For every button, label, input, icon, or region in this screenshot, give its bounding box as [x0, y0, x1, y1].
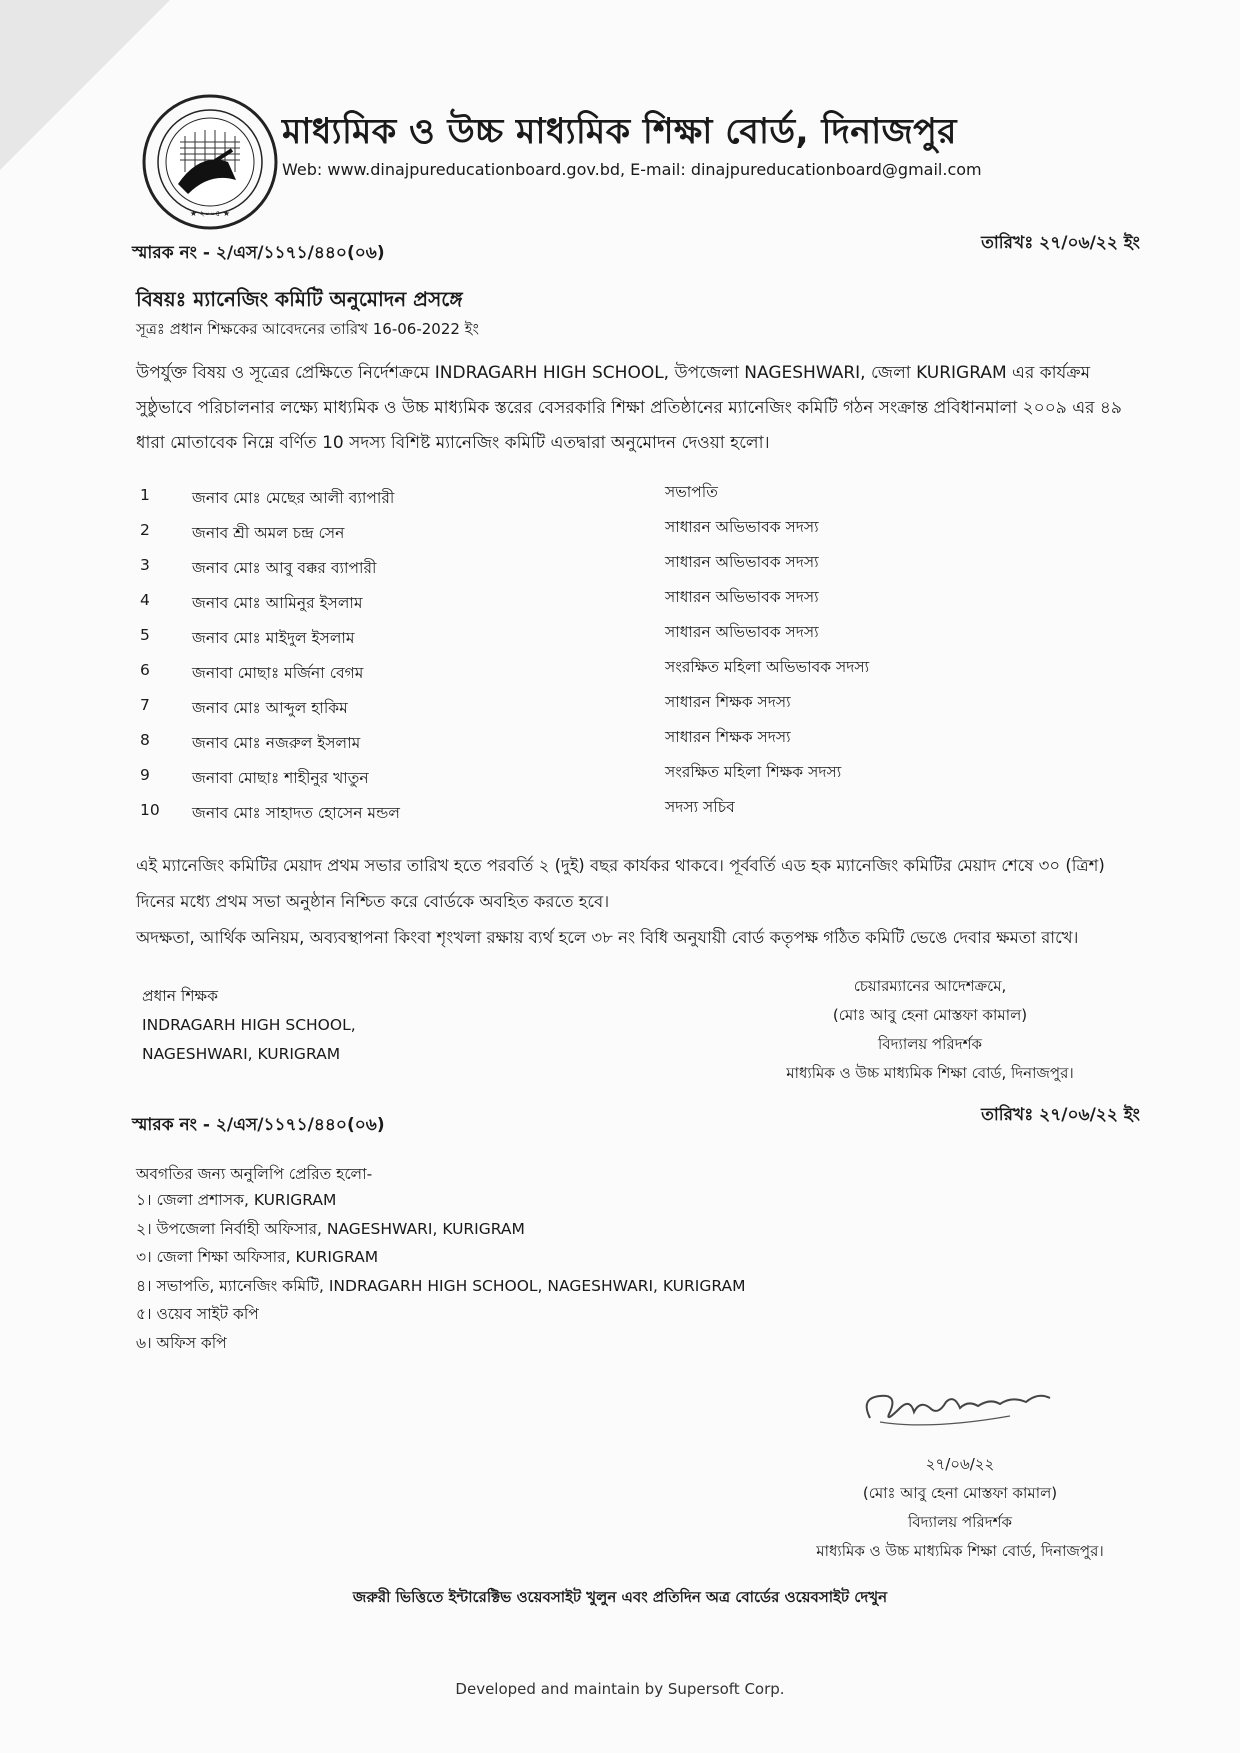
terms-section: [136, 848, 1146, 956]
copy-recipient-item: ৩। জেলা শিক্ষা অফিসার, KURIGRAM: [136, 1248, 379, 1266]
member-row: [140, 620, 1040, 655]
member-role: সংরক্ষিত মহিলা শিক্ষক সদস্য: [665, 763, 842, 781]
member-row: [140, 655, 1040, 690]
developer-credit: Developed and maintain by Supersoft Corp.: [455, 1680, 785, 1698]
member-name: জনাব মোঃ নজরুল ইসলাম: [192, 734, 361, 752]
member-number: 8: [140, 731, 150, 749]
member-number: 3: [140, 556, 150, 574]
signatory-order-line: চেয়ারম্যানের আদেশক্রমে,: [853, 977, 1007, 995]
member-role: সাধারন অভিভাবক সদস্য: [665, 553, 819, 571]
signature-date: ২৭/০৬/২২: [925, 1455, 995, 1473]
member-number: 5: [140, 626, 150, 644]
signatory-name-2: (মোঃ আবু হেনা মোস্তফা কামাল): [862, 1484, 1058, 1502]
committee-member-list: [140, 480, 1040, 830]
copy-recipient-item: ৫। ওয়েব সাইট কপি: [136, 1305, 259, 1323]
member-row: [140, 480, 1040, 515]
member-number: 6: [140, 661, 150, 679]
member-row: [140, 585, 1040, 620]
board-title: মাধ্যমিক ও উচ্চ মাধ্যমিক শিক্ষা বোর্ড, দিনাজপুর: [282, 112, 957, 152]
member-role: সাধারন অভিভাবক সদস্য: [665, 588, 819, 606]
signatory-board-2: মাধ্যমিক ও উচ্চ মাধ্যমিক শিক্ষা বোর্ড, দিনাজপুর।: [816, 1542, 1104, 1560]
member-row: [140, 725, 1040, 760]
signatory-block-bottom: [760, 1450, 1160, 1566]
copy-recipient-item: ২। উপজেলা নির্বাহী অফিসার, NAGESHWARI, KURIGRAM: [136, 1219, 525, 1238]
member-number: 1: [140, 486, 150, 504]
subject-line: বিষয়ঃ ম্যানেজিং কমিটি অনুমোদন প্রসঙ্গে: [136, 287, 463, 311]
member-name: জনাব মোঃ মেছের আলী ব্যাপারী: [192, 489, 395, 507]
member-name: জনাব মোঃ আব্দুল হাকিম: [192, 699, 348, 717]
member-row: [140, 760, 1040, 795]
member-role: সংরক্ষিত মহিলা অভিভাবক সদস্য: [665, 658, 870, 676]
website-notice: জরুরী ভিত্তিতে ইন্টারেক্টিভ ওয়েবসাইট খুলুন এবং প্রতিদিন অত্র বোর্ডের ওয়েবসাইট দেখুন: [352, 1588, 888, 1606]
member-row: [140, 690, 1040, 725]
reference-line: সূত্রঃ প্রধান শিক্ষকের আবেদনের তারিখ 16-06-2022 ইং: [136, 320, 479, 338]
memo-date: তারিখঃ ২৭/০৬/২২ ইং: [981, 233, 1140, 253]
member-role: সদস্য সচিব: [665, 798, 735, 816]
copy-recipient-item: ৬। অফিস কপি: [136, 1333, 227, 1352]
recipient-school: INDRAGARH HIGH SCHOOL,: [142, 1016, 356, 1034]
member-number: 9: [140, 766, 150, 784]
member-row: [140, 795, 1040, 830]
board-contact-line: Web: www.dinajpureducationboard.gov.bd, E-mail: dinajpureducationboard@gmail.com: [282, 160, 982, 179]
copy-memo-date: তারিখঃ ২৭/০৬/২২ ইং: [981, 1105, 1140, 1125]
recipient-block: [142, 982, 356, 1069]
intro-paragraph: উপর্যুক্ত বিষয় ও সূত্রের প্রেক্ষিতে নির্দেশক্রমে INDRAGARH HIGH SCHOOL, উপজেলা NAGESHWARI, জেলা KURIGRAM এর কার্যক্রম সুষ্ঠুভাবে পরিচালনার লক্ষ্যে মাধ্যমিক ও উচ্চ মাধ্যমিক স্তরের বেসরকারি শিক্ষা প্রতিষ্ঠানের ম্যানেজিং কমিটি গঠন সংক্রান্ত প্রবিধানমালা ২০০৯ এর ৪৯ ধারা মোতাবেক নিম্নে বর্ণিত 10 সদস্য বিশিষ্ট ম্যানেজিং কমিটি এতদ্বারা অনুমোদন দেওয়া হলো।: [136, 363, 1122, 453]
board-seal-logo: [140, 92, 280, 232]
member-number: 7: [140, 696, 150, 714]
member-name: জনাব মোঃ মাইদুল ইসলাম: [192, 629, 355, 647]
member-name: জনাবা মোছাঃ মর্জিনা বেগম: [192, 664, 364, 682]
member-number: 4: [140, 591, 150, 609]
signatory-block-top: [740, 972, 1120, 1088]
member-number: 2: [140, 521, 150, 539]
member-row: [140, 550, 1040, 585]
member-name: জনাব মোঃ আমিনুর ইসলাম: [192, 594, 363, 612]
member-row: [140, 515, 1040, 550]
member-role: সাধারন শিক্ষক সদস্য: [665, 693, 791, 711]
authority-paragraph: অদক্ষতা, আর্থিক অনিয়ম, অব্যবস্থাপনা কিংবা শৃংখলা রক্ষায় ব্যর্থ হলে ৩৮ নং বিধি অনুযায়ী বোর্ড কতৃপক্ষ গঠিত কমিটি ভেঙে দেবার ক্ষমতা রাখে।: [136, 928, 1079, 947]
handwritten-signature: [850, 1378, 1070, 1436]
signatory-designation-2: বিদ্যালয় পরিদর্শক: [908, 1513, 1012, 1531]
copy-memo-number: স্মারক নং - ২/এস/১১৭১/৪৪০(০৬): [132, 1115, 385, 1135]
signatory-board: মাধ্যমিক ও উচ্চ মাধ্যমিক শিক্ষা বোর্ড, দিনাজপুর।: [786, 1064, 1074, 1082]
member-role: সভাপতি: [665, 483, 718, 501]
svg-text:★ ২০০৫ ★: ★ ২০০৫ ★: [189, 209, 231, 218]
signatory-designation: বিদ্যালয় পরিদর্শক: [878, 1035, 982, 1053]
member-name: জনাবা মোছাঃ শাহীনুর খাতুন: [192, 769, 369, 787]
member-name: জনাব মোঃ সাহাদত হোসেন মন্ডল: [192, 804, 400, 822]
member-name: জনাব শ্রী অমল চন্দ্র সেন: [192, 524, 345, 542]
recipient-location: NAGESHWARI, KURIGRAM: [142, 1045, 341, 1063]
member-number: 10: [140, 801, 160, 819]
member-role: সাধারন শিক্ষক সদস্য: [665, 728, 791, 746]
copy-recipient-item: ৪। সভাপতি, ম্যানেজিং কমিটি, INDRAGARH HIGH SCHOOL, NAGESHWARI, KURIGRAM: [136, 1276, 746, 1295]
copy-intro: অবগতির জন্য অনুলিপি প্রেরিত হলো-: [136, 1165, 373, 1183]
tenure-paragraph: এই ম্যানেজিং কমিটির মেয়াদ প্রথম সভার তারিখ হতে পরবর্তি ২ (দুই) বছর কার্যকর থাকবে। পূর্ববর্তি এড হক ম্যানেজিং কমিটির মেয়াদ শেষে ৩০ (ত্রিশ) দিনের মধ্যে প্রথম সভা অনুষ্ঠান নিশ্চিত করে বোর্ডকে অবহিত করতে হবে।: [136, 856, 1105, 911]
recipient-title: প্রধান শিক্ষক: [142, 987, 218, 1005]
member-role: সাধারন অভিভাবক সদস্য: [665, 623, 819, 641]
member-role: সাধারন অভিভাবক সদস্য: [665, 518, 819, 536]
signatory-name: (মোঃ আবু হেনা মোস্তফা কামাল): [832, 1006, 1028, 1024]
memo-number: স্মারক নং - ২/এস/১১৭১/৪৪০(০৬): [132, 243, 385, 263]
copy-recipient-item: ১। জেলা প্রশাসক, KURIGRAM: [136, 1191, 337, 1209]
member-name: জনাব মোঃ আবু বক্কর ব্যাপারী: [192, 559, 377, 577]
copy-recipient-list: [136, 1186, 745, 1357]
